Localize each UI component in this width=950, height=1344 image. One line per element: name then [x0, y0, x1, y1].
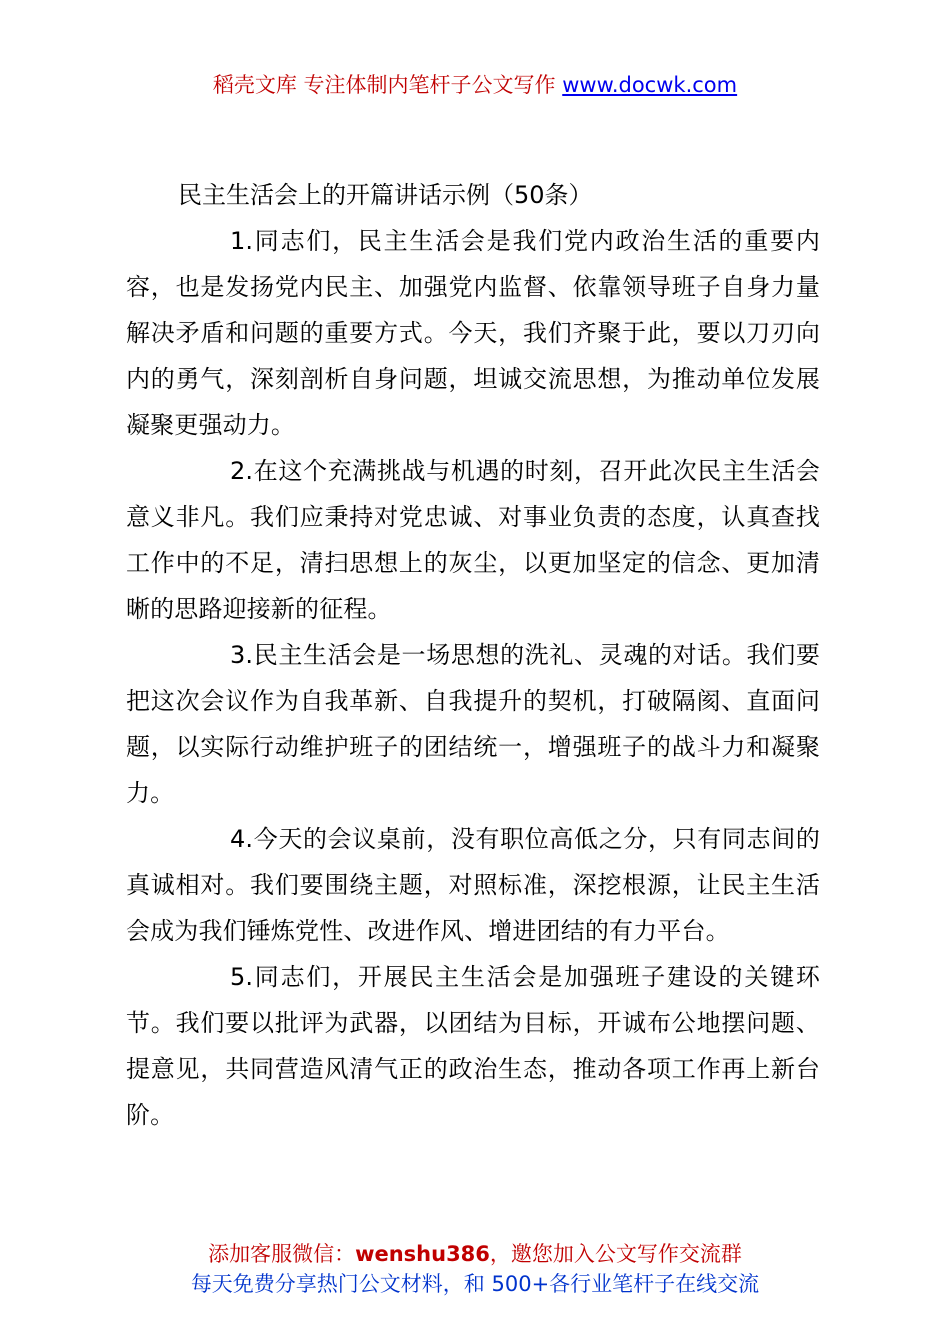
document-body [126, 172, 820, 1138]
paragraph-4: 4.今天的会议桌前，没有职位高低之分，只有同志间的真诚相对。我们要围绕主题，对照标准，深挖根源，让民主生活会成为我们锤炼党性、改进作风、增进团结的有力平台。 [126, 825, 820, 945]
document-title: 民主生活会上的开篇讲话示例（50条） [178, 181, 593, 209]
header-banner [0, 70, 950, 100]
footer-contact-suffix: ，邀您加入公文写作交流群 [489, 1242, 742, 1266]
header-link[interactable]: www.docwk.com [562, 73, 738, 97]
paragraph-5: 5.同志们，开展民主生活会是加强班子建设的关键环节。我们要以批评为武器，以团结为目标，开诚布公地摆问题、提意见，共同营造风清气正的政治生态，推动各项工作再上新台阶。 [126, 963, 820, 1129]
wechat-id: wenshu386 [355, 1242, 490, 1266]
header-text: 稻壳文库 专注体制内笔杆子公文写作 [212, 73, 563, 97]
footer-contact-line [0, 1239, 950, 1269]
paragraph-2: 2.在这个充满挑战与机遇的时刻，召开此次民主生活会意义非凡。我们应秉持对党忠诚、对事业负责的态度，认真查找工作中的不足，清扫思想上的灰尘，以更加坚定的信念、更加清晰的思路迎接新的征程。 [126, 457, 820, 623]
footer-share-line: 每天免费分享热门公文材料，和 500+各行业笔杆子在线交流 [190, 1272, 760, 1296]
paragraph-3: 3.民主生活会是一场思想的洗礼、灵魂的对话。我们要把这次会议作为自我革新、自我提升的契机，打破隔阂、直面问题，以实际行动维护班子的团结统一，增强班子的战斗力和凝聚力。 [126, 641, 820, 807]
paragraph-1: 1.同志们，民主生活会是我们党内政治生活的重要内容，也是发扬党内民主、加强党内监督、依靠领导班子自身力量解决矛盾和问题的重要方式。今天，我们齐聚于此，要以刀刃向内的勇气，深刻剖析自身问题，坦诚交流思想，为推动单位发展凝聚更强动力。 [126, 227, 820, 439]
footer-banner [0, 1239, 950, 1299]
footer-contact-prefix: 添加客服微信： [208, 1242, 356, 1266]
